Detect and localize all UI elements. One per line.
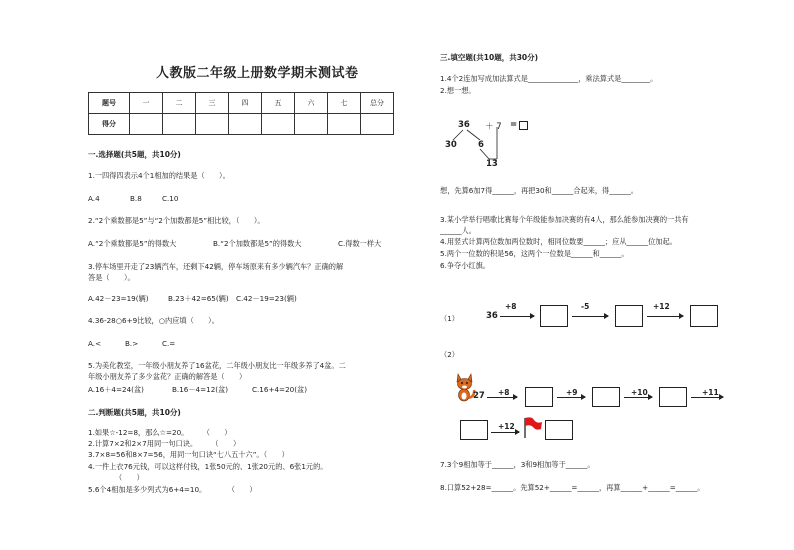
score-table-header-row (89, 93, 394, 114)
s2-q4-line1: 4.一件上衣76元钱，可以这样付钱，1张50元的、1张20元的、6张1元的。 (88, 462, 328, 471)
s2-q3: 3.7×8=56和8×7=56，用同一句口诀“七八五十六”。（ ） (88, 450, 289, 459)
chain-2-op-2: +9 (566, 388, 578, 397)
score-cell[interactable] (196, 114, 229, 135)
s2-q4-line2: （ ） (115, 473, 144, 482)
score-header-cell: 七 (328, 93, 361, 114)
chain-2-op-1: +8 (498, 388, 510, 397)
tree-mid-number: 6 (478, 140, 484, 150)
s1-q3-option-a: A.42－23=19(辆) (88, 294, 149, 303)
red-flag-icon (522, 416, 544, 440)
s1-q2-option-a: A.“2个乘数都是5”的得数大 (88, 239, 177, 248)
s1-q3-option-b: B.23＋42=65(辆) (168, 294, 229, 303)
tree-left-number: 30 (445, 140, 457, 150)
s1-q2-option-b: B.“2个加数都是5”的得数大 (213, 239, 302, 248)
score-cell[interactable] (295, 114, 328, 135)
arrow-icon (491, 432, 519, 433)
score-header-cell: 四 (229, 93, 262, 114)
section2-heading: 二.判断题(共5题，共10分) (88, 408, 181, 417)
score-row-label: 得分 (89, 114, 130, 135)
score-header-cell: 二 (163, 93, 196, 114)
tree-equals: = (510, 120, 518, 130)
chain-1-op-2: -5 (581, 302, 590, 311)
s1-q1-option-b: B.8 (130, 194, 142, 203)
score-table-score-row (89, 114, 394, 135)
score-cell[interactable] (328, 114, 361, 135)
chain-2-box-5[interactable] (545, 420, 573, 440)
chain-2-op-3: +10 (631, 388, 648, 397)
section3-heading: 三.填空题(共10题，共30分) (440, 53, 539, 62)
s1-q5-line2: 年级小朋友养了多少盆花？正确的解答是（ ） (88, 372, 247, 381)
score-cell[interactable] (229, 114, 262, 135)
s3-q2-after: 想，先算6加7得______，再把30和______合起来，得______。 (440, 186, 638, 195)
score-cell[interactable] (262, 114, 295, 135)
s2-q2: 2.计算7×2和2×7用同一句口诀。 （ ） (88, 439, 241, 448)
chain-1-box-1[interactable] (540, 305, 568, 327)
s2-q5: 5.6个4相加是多少列式为6+4=10。 （ ） (88, 485, 257, 494)
chain-2-label: （2） (440, 350, 459, 359)
s1-q4-option-b: B.> (125, 339, 139, 348)
chain-2-op-5: +12 (498, 422, 515, 431)
score-header-cell: 总分 (361, 93, 394, 114)
s1-q5-option-b: B.16－4=12(盆) (172, 385, 229, 394)
arrow-icon (691, 397, 723, 398)
arrow-icon (500, 316, 534, 317)
score-cell[interactable] (130, 114, 163, 135)
score-header-cell: 六 (295, 93, 328, 114)
chain-2-box-2[interactable] (592, 387, 620, 407)
tree-top-number: 36 (458, 120, 470, 130)
arrow-icon (624, 397, 652, 398)
score-cell[interactable] (361, 114, 394, 135)
chain-2-box-1[interactable] (525, 387, 553, 407)
tree-answer-box[interactable] (519, 121, 528, 130)
arrow-icon (557, 397, 585, 398)
s1-q3-line2: 答是（ ）。 (88, 273, 135, 282)
s3-q3-line2: ______人。 (440, 226, 476, 235)
chain-2-start: 27 (473, 391, 485, 401)
arrow-icon (647, 316, 683, 317)
s1-q5-option-a: A.16＋4=24(盆) (88, 385, 144, 394)
section1-heading: 一.选择题(共5题，共10分) (88, 150, 181, 159)
s3-q5: 5.两个一位数的积是56，这两个一位数是______和______。 (440, 249, 629, 258)
chain-1-op-1: +8 (505, 302, 517, 311)
s3-q7: 7.3个9相加等于______，3和9相加等于______。 (440, 460, 595, 469)
s2-q1: 1.如果☆-12=8，那么☆=20。 （ ） (88, 428, 232, 437)
s1-q4-option-a: A.< (88, 339, 102, 348)
tree-plus-seven: ＋ 7 (485, 122, 502, 132)
chain-1-box-3[interactable] (690, 305, 718, 327)
chain-2-box-3[interactable] (659, 387, 687, 407)
page-title: 人教版二年级上册数学期末测试卷 (156, 66, 359, 81)
s1-q3-option-c: C.42－19=23(辆) (236, 294, 297, 303)
score-header-cell: 一 (130, 93, 163, 114)
s1-q1-option-a: A.4 (88, 194, 100, 203)
s1-q2-option-c: C.得数一样大 (338, 239, 382, 248)
arrow-icon (572, 316, 608, 317)
s1-q5-line1: 5.为美化教室，一年级小朋友养了16盆花，二年级小朋友比一年级多养了4盆。二 (88, 361, 346, 370)
s3-q2: 2.想一想。 (440, 86, 476, 95)
tree-lines (440, 115, 520, 170)
tree-bottom-number: 13 (486, 159, 498, 169)
score-header-cell: 五 (262, 93, 295, 114)
s3-q1: 1.4个2连加写成加法算式是______________，乘法算式是________。 (440, 74, 658, 83)
s3-q8: 8.口算52+28=______。先算52+______=______，再算______+______=______。 (440, 483, 705, 492)
s3-q6: 6.争夺小红旗。 (440, 261, 490, 270)
s1-q4-option-c: C.= (162, 339, 176, 348)
s1-q2: 2.“2个乘数都是5”与“2个加数都是5”相比较，（ ）。 (88, 216, 265, 225)
s1-q1: 1.一四得四表示4个1相加的结果是（ ）。 (88, 171, 230, 180)
s1-q3-line1: 3.停车场里开走了23辆汽车，还剩下42辆，停车场原来有多少辆汽车？正确的解 (88, 262, 344, 271)
s1-q1-option-c: C.10 (162, 194, 179, 203)
arrow-icon (487, 397, 517, 398)
s3-q4: 4.用竖式计算两位数加两位数时，相同位数要______；应从______位加起。 (440, 237, 677, 246)
chain-2-box-4[interactable] (460, 420, 488, 440)
chain-1-start: 36 (486, 311, 498, 321)
chain-1-label: （1） (440, 314, 459, 323)
s1-q5-option-c: C.16+4=20(盆) (252, 385, 308, 394)
s1-q4: 4.36-28○6+9比较，○内应填（ ）。 (88, 316, 219, 325)
score-table (88, 92, 394, 135)
chain-2-op-4: +11 (702, 388, 719, 397)
chain-1-box-2[interactable] (615, 305, 643, 327)
score-cell[interactable] (163, 114, 196, 135)
chain-1-op-3: +12 (653, 302, 670, 311)
score-header-cell: 题号 (89, 93, 130, 114)
s3-q3-line1: 3.某小学举行唱歌比赛每个年级能参加决赛的有4人，那么能参加决赛的一共有 (440, 215, 689, 224)
score-header-cell: 三 (196, 93, 229, 114)
